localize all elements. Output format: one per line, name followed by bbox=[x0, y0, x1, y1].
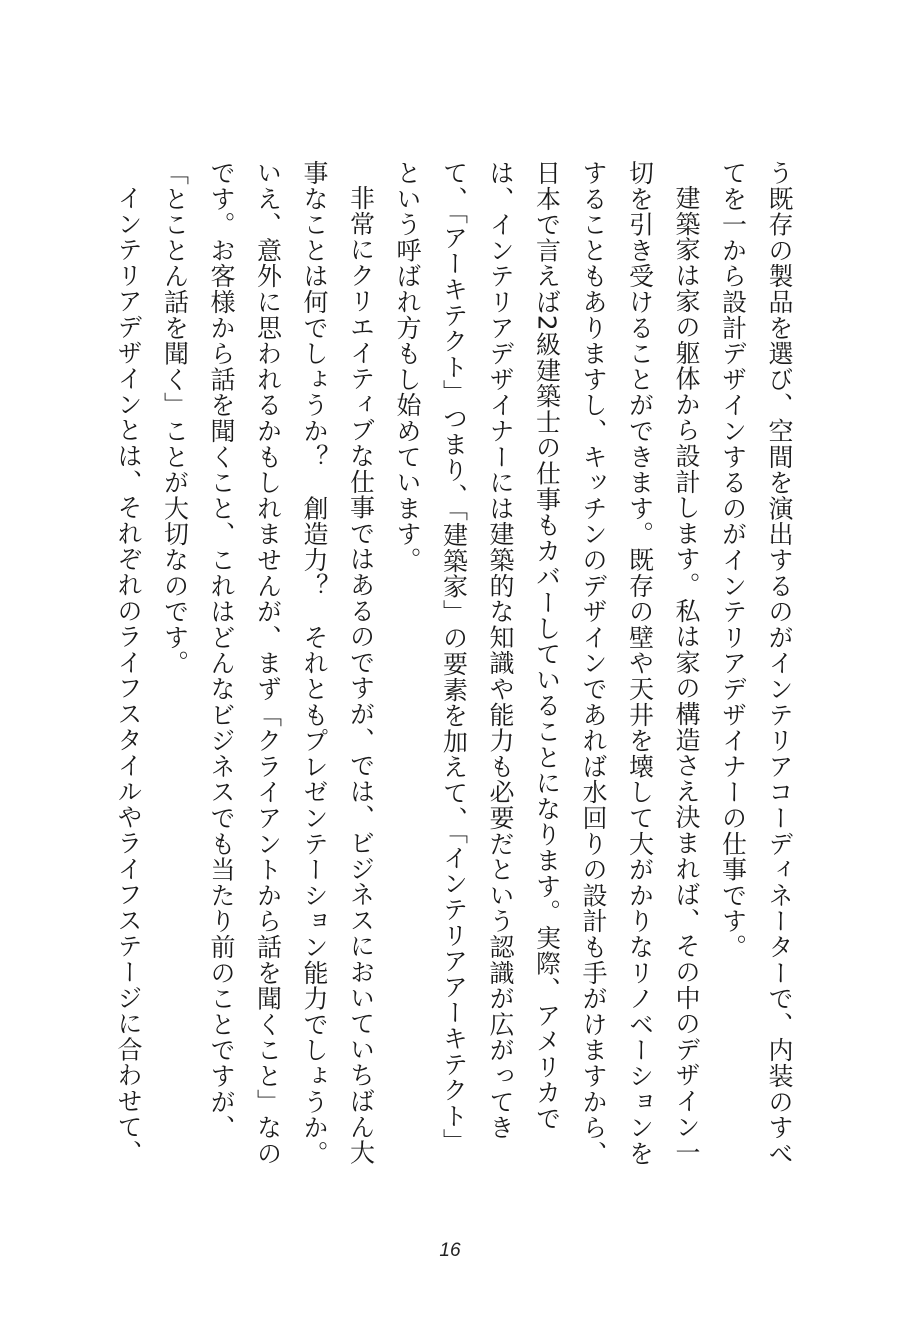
page-number: 16 bbox=[439, 1240, 461, 1261]
paragraph-3: 非常にクリエイティブな仕事ではあるのですが、では、ビジネスにおいていちばん大事なことは何でしょうか？ 創造力？ それともプレゼンテーション能力でしょうか。いえ、意外に思われるかもしれませんが、まず「クライアントから話を聞くこと」なのです。お客様から話を聞くこと、これはどんなビジネスでも当たり前のことですが、「とことん話を聞く」ことが大切なのです。 bbox=[160, 160, 376, 1167]
paragraph-2: 建築家は家の躯体から設計します。私は家の構造さえ決まれば、その中のデザイン一切を引き受けることができます。既存の壁や天井を壊して大がかりなリノベーションをすることもありますし、キッチンのデザインであれば水回りの設計も手がけますから、日本で言えば2級建築士の仕事もカバーしていることになります。実際、アメリカでは、インテリアデザイナーには建築的な知識や能力も必要だという認識が広がってきて、「アーキテクト」つまり、「建築家」の要素を加えて、「インテリアアーキテクト」という呼ばれ方もし始めています。 bbox=[393, 160, 701, 1167]
paragraph-4: インテリアデザインとは、それぞれのライフスタイルやライフステージに合わせて、 bbox=[114, 185, 143, 1166]
paragraph-1: う既存の製品を選び、空間を演出するのがインテリアコーディネーターで、内装のすべてを一から設計デザインするのがインテリアデザイナーの仕事です。 bbox=[718, 160, 794, 1167]
body-text bbox=[105, 160, 803, 1170]
